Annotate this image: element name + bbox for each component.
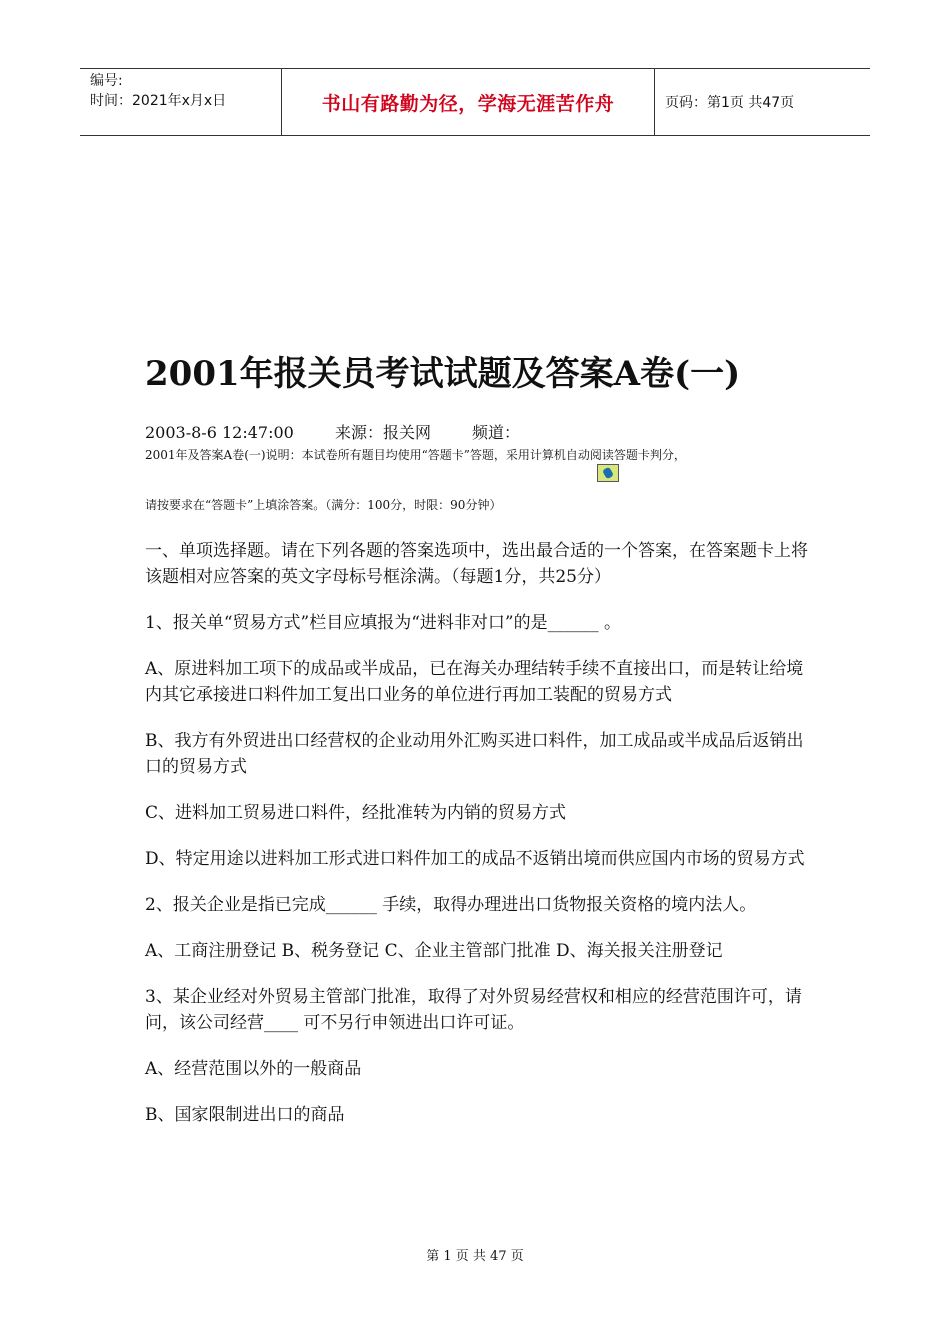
question-1-option-c: C、进料加工贸易进口料件，经批准转为内销的贸易方式 <box>145 803 567 823</box>
article-meta <box>145 420 556 443</box>
header-page-info: 页码：第1页 共47页 <box>665 95 795 111</box>
note-icon <box>597 464 619 482</box>
page-header <box>80 68 870 136</box>
page-title: 2001年报关员考试试题及答案A卷(一) <box>145 354 741 394</box>
page-footer: 第 1 页 共 47 页 <box>426 1249 524 1264</box>
question-1-option-a: A、原进料加工项下的成品或半成品，已在海关办理结转手续不直接出口，而是转让给境内其它承接进口料件加工复出口业务的单位进行再加工装配的贸易方式 <box>145 659 804 705</box>
question-2: 2、报关企业是指已完成______ 手续，取得办理进出口货物报关资格的境内法人。 <box>145 895 757 915</box>
section-heading: 一、单项选择题。请在下列各题的答案选项中，选出最合适的一个答案，在答案题卡上将该题相对应答案的英文字母标号框涂满。（每题1分，共25分） <box>145 541 808 587</box>
question-3-option-a: A、经营范围以外的一般商品 <box>145 1059 362 1079</box>
main-content <box>145 538 815 1148</box>
header-motto: 书山有路勤为径，学海无涯苦作舟 <box>282 69 655 135</box>
intro-line-2: 请按要求在“答题卡”上填涂答案。（满分：100分，时限：90分钟） <box>145 498 502 512</box>
number-label: 编号: <box>90 73 123 89</box>
article-channel: 频道： <box>472 423 521 442</box>
question-1-option-d: D、特定用途以进料加工形式进口料件加工的成品不返销出境而供应国内市场的贸易方式 <box>145 849 805 869</box>
question-1: 1、报关单“贸易方式”栏目应填报为“进料非对口”的是______ 。 <box>145 613 621 633</box>
question-3-option-b: B、国家限制进出口的商品 <box>145 1105 345 1125</box>
article-source: 来源：报关网 <box>334 423 431 442</box>
article-date: 2003-8-6 12:47:00 <box>145 423 294 442</box>
time-label: 时间：2021年x月x日 <box>90 93 227 109</box>
header-meta <box>80 69 282 135</box>
question-3: 3、某企业经对外贸易主管部门批准，取得了对外贸易经营权和相应的经营范围许可，请问，该公司经营____ 可不另行申领进出口许可证。 <box>145 987 802 1033</box>
question-1-option-b: B、我方有外贸进出口经营权的企业动用外汇购买进口料件，加工成品或半成品后返销出口的贸易方式 <box>145 731 804 777</box>
intro-line-1: 2001年及答案A卷(一)说明：本试卷所有题目均使用“答题卡”答题，采用计算机自动阅读答题卡判分， <box>145 448 686 462</box>
question-2-options: A、工商注册登记 B、税务登记 C、企业主管部门批准 D、海关报关注册登记 <box>145 941 723 961</box>
